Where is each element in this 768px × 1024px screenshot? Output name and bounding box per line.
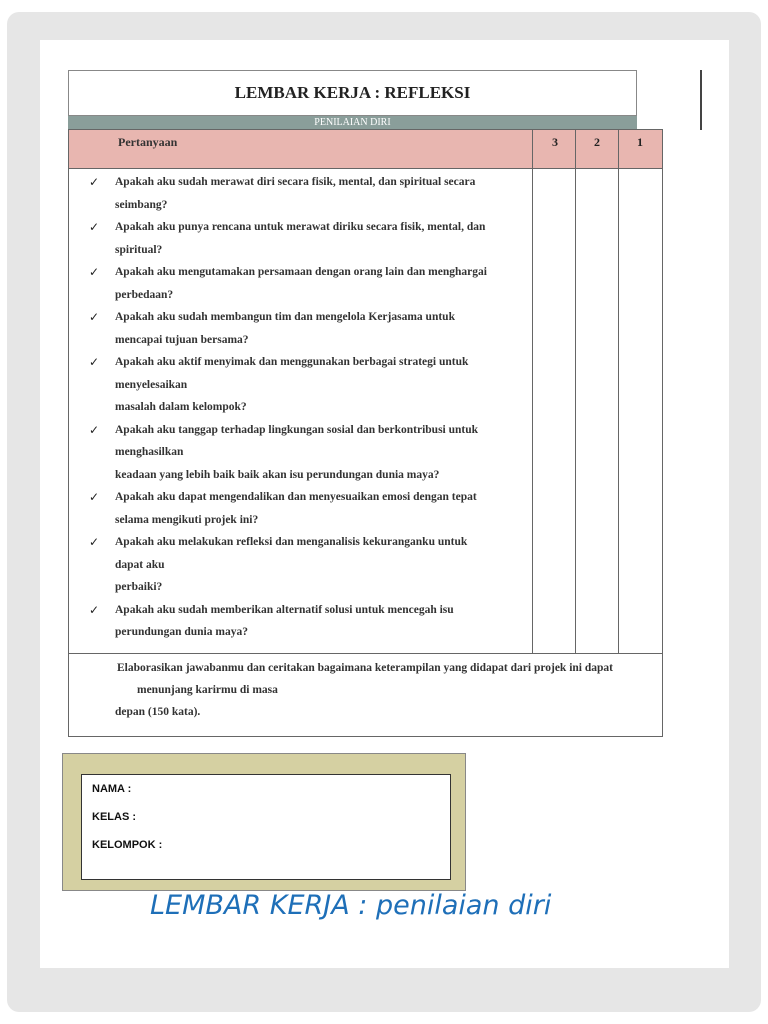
self-assessment-table <box>68 129 663 737</box>
question-text-line: Apakah aku mengutamakan persamaan dengan orang lain dan menghargai <box>115 266 487 278</box>
check-icon: ✓ <box>89 310 100 324</box>
elaboration-prompt <box>117 657 662 723</box>
question-text-line: menyelesaikan <box>115 378 188 391</box>
question-item <box>89 216 509 261</box>
worksheet-title: LEMBAR KERJA : REFLEKSI <box>234 83 471 102</box>
question-text-line: Apakah aku sudah membangun tim dan mengelola Kerjasama untuk <box>115 311 455 323</box>
identity-box <box>62 753 466 891</box>
question-text-line: Apakah aku sudah memberikan alternatif solusi untuk mencegah isu <box>115 603 454 616</box>
question-item <box>89 419 509 487</box>
question-text-line: Apakah aku melakukan refleksi dan menganalisis kekuranganku untuk <box>115 536 468 548</box>
question-text-line: Apakah aku sudah merawat diri secara fisik, mental, dan spiritual secara <box>115 176 476 188</box>
check-icon: ✓ <box>89 422 100 437</box>
header-question: Pertanyaan <box>118 135 178 149</box>
question-text-line: perbaiki? <box>115 581 163 593</box>
side-line <box>700 70 702 130</box>
question-text-line: selama mengikuti projek ini? <box>115 513 259 526</box>
slide-caption: LEMBAR KERJA : penilaian diri <box>150 890 552 921</box>
question-text-line: dapat aku <box>115 558 165 571</box>
check-icon: ✓ <box>89 535 100 549</box>
question-text-line: perbedaan? <box>115 288 174 301</box>
question-item <box>89 599 509 644</box>
section-band: PENILAIAN DIRI <box>68 116 637 129</box>
question-text-line: spiritual? <box>115 243 163 256</box>
group-label: KELOMPOK : <box>92 839 163 851</box>
elaboration-line: menunjang karirmu di masa <box>137 684 278 696</box>
header-score-3: 3 <box>552 135 558 149</box>
question-text-line: perundungan dunia maya? <box>115 626 248 638</box>
class-label: KELAS : <box>92 811 136 823</box>
question-text-line: seimbang? <box>115 198 168 211</box>
question-item <box>89 261 509 306</box>
column-divider <box>532 130 533 653</box>
question-text-line: Apakah aku tanggap terhadap lingkungan sosial dan berkontribusi untuk <box>115 423 479 436</box>
name-label: NAMA : <box>92 783 132 795</box>
column-divider <box>618 130 619 653</box>
header-score-2: 2 <box>594 135 600 149</box>
question-text-line: Apakah aku punya rencana untuk merawat diriku secara fisik, mental, dan <box>115 221 486 233</box>
check-icon: ✓ <box>89 175 100 189</box>
check-icon: ✓ <box>89 220 100 234</box>
column-divider <box>575 130 576 653</box>
question-item <box>89 486 509 531</box>
question-text-line: masalah dalam kelompok? <box>115 401 247 413</box>
elaboration-line: depan (150 kata). <box>115 706 201 718</box>
header-score-1: 1 <box>637 135 643 149</box>
worksheet-title-box <box>68 70 637 116</box>
question-text-line: Apakah aku dapat mengendalikan dan menyesuaikan emosi dengan tepat <box>115 491 477 503</box>
elaboration-divider <box>69 653 662 654</box>
check-icon: ✓ <box>89 602 100 617</box>
question-text-line: mencapai tujuan bersama? <box>115 333 249 346</box>
table-header <box>69 130 662 169</box>
question-text-line: Apakah aku aktif menyimak dan menggunakan berbagai strategi untuk <box>115 356 469 368</box>
check-icon: ✓ <box>89 265 100 279</box>
elaboration-line: Elaborasikan jawabanmu dan ceritakan bagaimana keterampilan yang didapat dari projek ini dapat <box>117 662 613 674</box>
question-item <box>89 306 509 351</box>
question-item <box>89 171 509 216</box>
question-text-line: keadaan yang lebih baik baik akan isu perundungan dunia maya? <box>115 468 440 481</box>
question-item <box>89 531 509 599</box>
question-item <box>89 351 509 419</box>
identity-form <box>81 774 451 880</box>
check-icon: ✓ <box>89 355 100 369</box>
question-text-line: menghasilkan <box>115 446 184 458</box>
check-icon: ✓ <box>89 490 100 504</box>
